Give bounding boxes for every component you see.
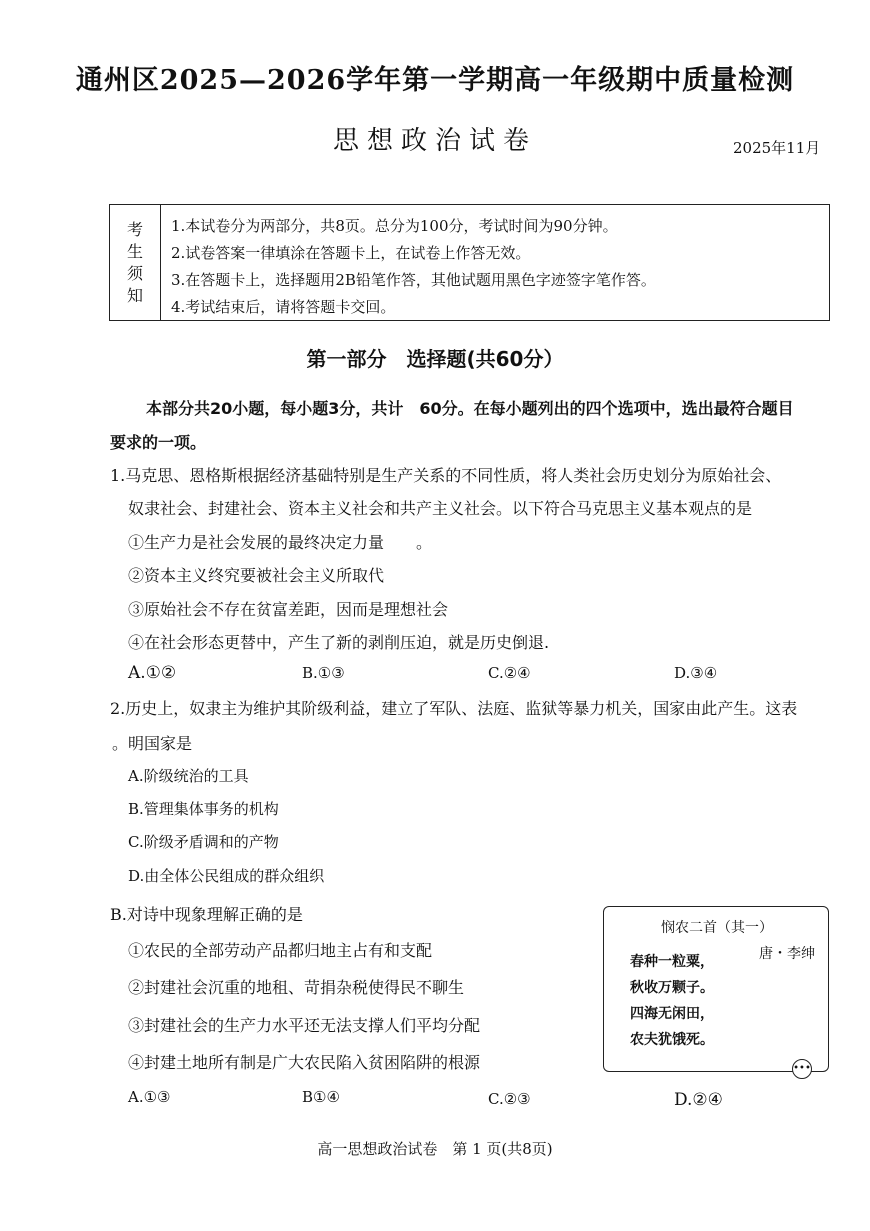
- q1-option-a: A.①②: [128, 663, 177, 683]
- notice-label: [110, 205, 161, 320]
- q3-stem: B.对诗中现象理解正确的是: [110, 905, 303, 924]
- poem-box: [603, 906, 829, 1072]
- q2-option-d: D.由全体公民组成的群众组织: [128, 867, 325, 885]
- q3-option-d: D.②④: [674, 1090, 723, 1110]
- notice-item: 4.考试结束后，请将答题卡交回。: [171, 298, 396, 316]
- notice-label-char: 考: [126, 219, 143, 239]
- poem-line: 秋收万颗子。: [630, 980, 714, 996]
- q3-statement: ③封建社会的生产力水平还无法支撑人们平均分配: [128, 1016, 481, 1035]
- ellipsis-icon: •••: [792, 1059, 812, 1079]
- candidate-notice-box: [109, 204, 830, 321]
- page-footer: 高一思想政治试卷 第 1 页(共8页): [317, 1140, 553, 1158]
- q3-statement: ②封建社会沉重的地租、苛捐杂税使得民不聊生: [128, 978, 465, 997]
- q2-option-b: B.管理集体事务的机构: [128, 800, 279, 818]
- exam-title: 通州区2025—2026学年第一学期高一年级期中质量检测: [75, 65, 795, 96]
- notice-item: 2.试卷答案一律填涂在答题卡上，在试卷上作答无效。: [171, 244, 531, 262]
- q1-stem-line: 1.马克思、恩格斯根据经济基础特别是生产关系的不同性质，将人类社会历史划分为原始社会、: [110, 466, 782, 485]
- section-intro-line: 本部分共20小题，每小题3分，共计 60分。在每小题列出的四个选项中，选出最符合题目: [146, 399, 794, 418]
- q2-option-c: C.阶级矛盾调和的产物: [128, 833, 279, 851]
- notice-item: 3.在答题卡上，选择题用2B铅笔作答，其他试题用黑色字迹签字笔作答。: [171, 271, 656, 289]
- exam-subtitle: 思想政治试卷: [332, 126, 537, 156]
- q3-statement: ④封建土地所有制是广大农民陷入贫困陷阱的根源: [128, 1053, 481, 1072]
- notice-label-char: 生: [126, 241, 143, 261]
- q2-option-a: A.阶级统治的工具: [128, 767, 249, 785]
- notice-items: [161, 205, 666, 320]
- q1-option-d: D.③④: [674, 664, 718, 682]
- q1-statement: ②资本主义终究要被社会主义所取代: [128, 566, 385, 585]
- notice-label-char: 须: [126, 263, 143, 283]
- q1-statement: ③原始社会不存在贫富差距，因而是理想社会: [128, 600, 449, 619]
- notice-item: 1.本试卷分为两部分，共8页。总分为100分，考试时间为90分钟。: [171, 217, 618, 235]
- notice-label-char: 知: [126, 285, 143, 305]
- section-title: 第一部分 选择题(共60分）: [306, 347, 564, 371]
- poem-line: 四海无闲田，: [630, 1006, 714, 1022]
- poem-line: 春种一粒粟，: [630, 954, 714, 970]
- poem-line: 农夫犹饿死。: [630, 1032, 714, 1048]
- q1-option-c: C.②④: [488, 664, 531, 682]
- q2-stem-line: 。明国家是: [112, 734, 193, 753]
- q1-stem-line: 奴隶社会、封建社会、资本主义社会和共产主义社会。以下符合马克思主义基本观点的是: [128, 499, 753, 518]
- poem-author: 唐・李绅: [759, 946, 815, 962]
- exam-date: 2025年11月: [733, 139, 821, 157]
- q3-option-b: B①④: [302, 1088, 340, 1106]
- section-intro-line: 要求的一项。: [110, 433, 207, 452]
- q3-option-c: C.②③: [488, 1090, 531, 1108]
- poem-title: 悯农二首（其一）: [661, 920, 773, 936]
- q1-statement: ④在社会形态更替中，产生了新的剥削压迫，就是历史倒退.: [128, 633, 550, 652]
- q2-stem-line: 2.历史上，奴隶主为维护其阶级利益，建立了军队、法庭、监狱等暴力机关，国家由此产生。这表: [110, 699, 798, 718]
- q3-option-a: A.①③: [128, 1088, 171, 1106]
- q1-option-b: B.①③: [302, 664, 345, 682]
- q3-statement: ①农民的全部劳动产品都归地主占有和支配: [128, 941, 433, 960]
- q1-statement: ①生产力是社会发展的最终决定力量 。: [128, 533, 433, 552]
